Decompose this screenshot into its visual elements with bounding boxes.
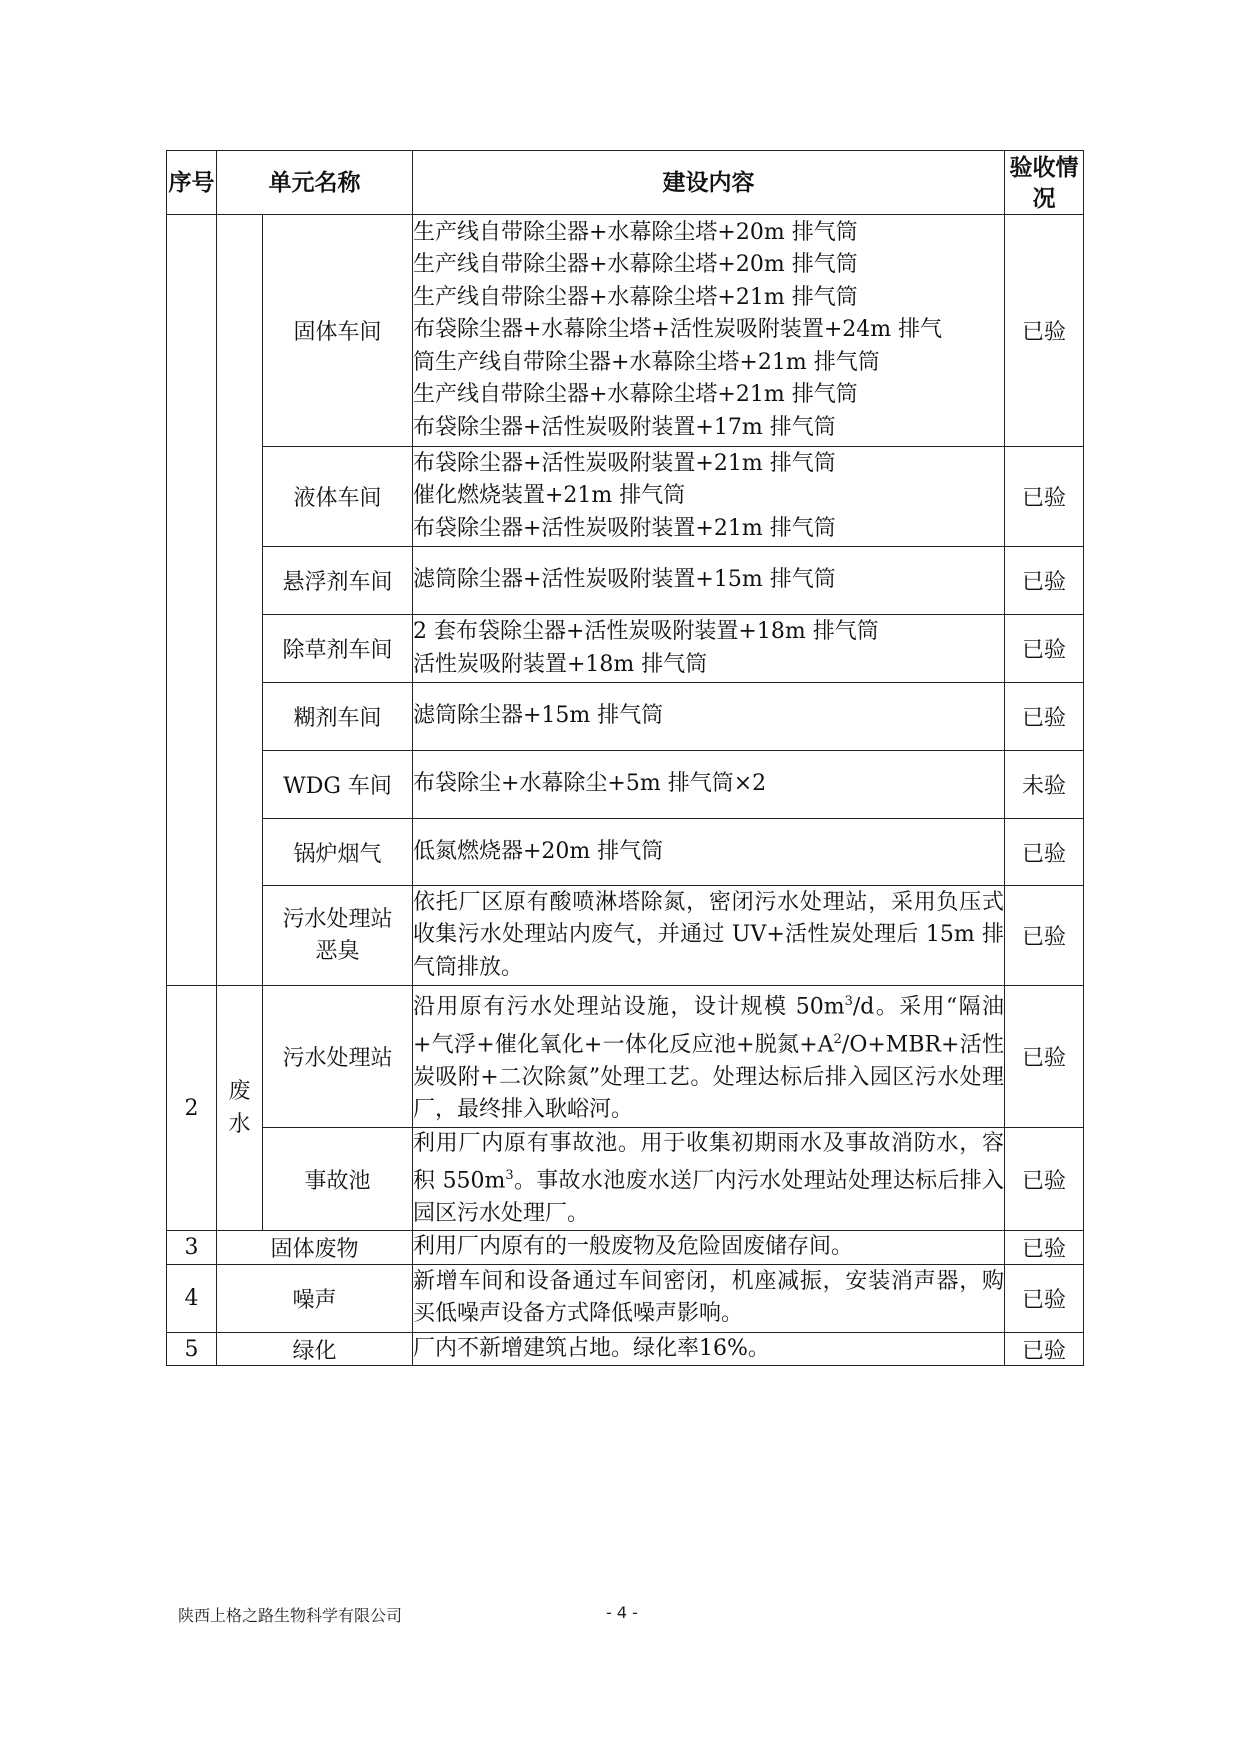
table-row — [167, 751, 1084, 819]
content-line: 生产线自带除尘器+水幕除尘塔+20m 排气筒 — [413, 219, 858, 245]
status-cell: 已验 — [1005, 986, 1084, 1128]
unit-cell: 锅炉烟气 — [263, 819, 413, 886]
content-line: 滤筒除尘器+活性炭吸附装置+15m 排气筒 — [413, 567, 836, 593]
unit-cell: 污水处理站 — [263, 986, 413, 1128]
status-cell: 已验 — [1005, 1264, 1084, 1332]
content-line: 生产线自带除尘器+水幕除尘塔+20m 排气筒 — [413, 252, 858, 278]
status-cell: 已验 — [1005, 819, 1084, 886]
seq-cell-gas — [167, 215, 217, 986]
content-cell: 厂内不新增建筑占地。绿化率16%。 — [413, 1332, 1005, 1366]
unit-cell: WDG 车间 — [263, 751, 413, 819]
content-line: 活性炭吸附装置+18m 排气筒 — [413, 651, 708, 677]
content-text: 沿用原有污水处理站设施，设计规模 $50m^3/d$。采用“隔油+气浮+催化氧化+一体化反应池+脱氮$+A^2/O+MBR+$活性炭吸附+二次除氮”处理工艺。处理达标后排入园区污水处理厂，最终排入耿峪河。 — [413, 994, 1005, 1123]
content-line: 催化燃烧装置+21m 排气筒 — [413, 483, 686, 509]
content-text: 依托厂区原有酸喷淋塔除氮，密闭污水处理站，采用负压式收集污水处理站内废气，并通过 UV+活性炭处理后 15m 排气筒排放。 — [413, 889, 1004, 980]
content-line: 布袋除尘器+活性炭吸附装置+21m 排气筒 — [413, 515, 836, 541]
unit-cell: 绿化 — [217, 1332, 413, 1366]
unit-cell: 除草剂车间 — [263, 615, 413, 683]
seq-cell: 2 — [167, 986, 217, 1231]
content-line: 生产线自带除尘器+水幕除尘塔+21m 排气筒 — [413, 284, 858, 310]
content-line: 布袋除尘器+活性炭吸附装置+21m 排气筒 — [413, 450, 836, 476]
status-cell: 未验 — [1005, 751, 1084, 819]
content-line: 2 套布袋除尘器+活性炭吸附装置+18m 排气筒 — [413, 619, 879, 644]
table-row — [167, 1264, 1084, 1332]
status-cell: 已验 — [1005, 1332, 1084, 1366]
content-cell — [413, 1264, 1005, 1332]
content-cell: 利用厂内原有的一般废物及危险固废储存间。 — [413, 1231, 1005, 1265]
unit-cell: 固体车间 — [263, 215, 413, 447]
seq-cell: 5 — [167, 1332, 217, 1366]
content-cell — [413, 819, 1005, 886]
content-cell — [413, 886, 1005, 986]
table-row — [167, 547, 1084, 615]
unit-cell: 事故池 — [263, 1127, 413, 1231]
content-line: 布袋除尘+水幕除尘+5m 排气筒×2 — [413, 771, 767, 797]
content-line: 低氮燃烧器+20m 排气筒 — [413, 838, 664, 864]
status-cell: 已验 — [1005, 447, 1084, 547]
content-cell — [413, 1127, 1005, 1231]
header-seq: 序号 — [167, 151, 217, 215]
status-cell: 已验 — [1005, 1127, 1084, 1231]
table-row — [167, 886, 1084, 986]
seq-cell: 4 — [167, 1264, 217, 1332]
content-line: 布袋除尘器+活性炭吸附装置+17m 排气筒 — [413, 414, 836, 440]
content-cell — [413, 615, 1005, 683]
status-cell: 已验 — [1005, 1231, 1084, 1265]
footer-company: 陕西上格之路生物科学有限公司 — [178, 1606, 403, 1625]
content-cell — [413, 683, 1005, 751]
seq-cell: 3 — [167, 1231, 217, 1265]
construction-table — [166, 150, 1084, 1366]
table-row — [167, 615, 1084, 683]
content-text: 利用厂内原有事故池。用于收集初期雨水及事故消防水，容积 $550m^3$。事故水池废水送厂内污水处理站处理达标后排入园区污水处理厂。 — [413, 1130, 1004, 1226]
table-row — [167, 1332, 1084, 1366]
content-cell — [413, 215, 1005, 447]
content-line: 布袋除尘器+水幕除尘塔+活性炭吸附装置+24m 排气 — [413, 317, 943, 343]
content-cell — [413, 751, 1005, 819]
table-row — [167, 819, 1084, 886]
content-cell — [413, 447, 1005, 547]
status-cell: 已验 — [1005, 683, 1084, 751]
unit-cell: 糊剂车间 — [263, 683, 413, 751]
footer-page-number: - 4 - — [606, 1603, 638, 1622]
header-content: 建设内容 — [413, 151, 1005, 215]
category-cell: 废 水 — [217, 986, 263, 1231]
unit-cell: 固体废物 — [217, 1231, 413, 1265]
status-cell: 已验 — [1005, 547, 1084, 615]
header-unit: 单元名称 — [217, 151, 413, 215]
table-row — [167, 447, 1084, 547]
header-status: 验收情况 — [1005, 151, 1084, 215]
unit-cell: 噪声 — [217, 1264, 413, 1332]
table-row — [167, 215, 1084, 447]
content-line: 筒生产线自带除尘器+水幕除尘塔+21m 排气筒 — [413, 349, 880, 375]
unit-cell: 液体车间 — [263, 447, 413, 547]
unit-cell: 悬浮剂车间 — [263, 547, 413, 615]
table-row — [167, 683, 1084, 751]
category-cell-gas — [217, 215, 263, 986]
status-cell: 已验 — [1005, 615, 1084, 683]
content-line: 滤筒除尘器+15m 排气筒 — [413, 703, 664, 729]
table-row — [167, 1127, 1084, 1231]
content-cell — [413, 547, 1005, 615]
table-row — [167, 986, 1084, 1128]
content-text: 新增车间和设备通过车间密闭，机座减振，安装消声器，购买低噪声设备方式降低噪声影响。 — [413, 1268, 1004, 1327]
table-row — [167, 1231, 1084, 1265]
content-cell — [413, 986, 1005, 1128]
content-line: 生产线自带除尘器+水幕除尘塔+21m 排气筒 — [413, 382, 858, 408]
unit-cell: 污水处理站 恶臭 — [263, 886, 413, 986]
header-row — [167, 151, 1084, 215]
status-cell: 已验 — [1005, 215, 1084, 447]
status-cell: 已验 — [1005, 886, 1084, 986]
